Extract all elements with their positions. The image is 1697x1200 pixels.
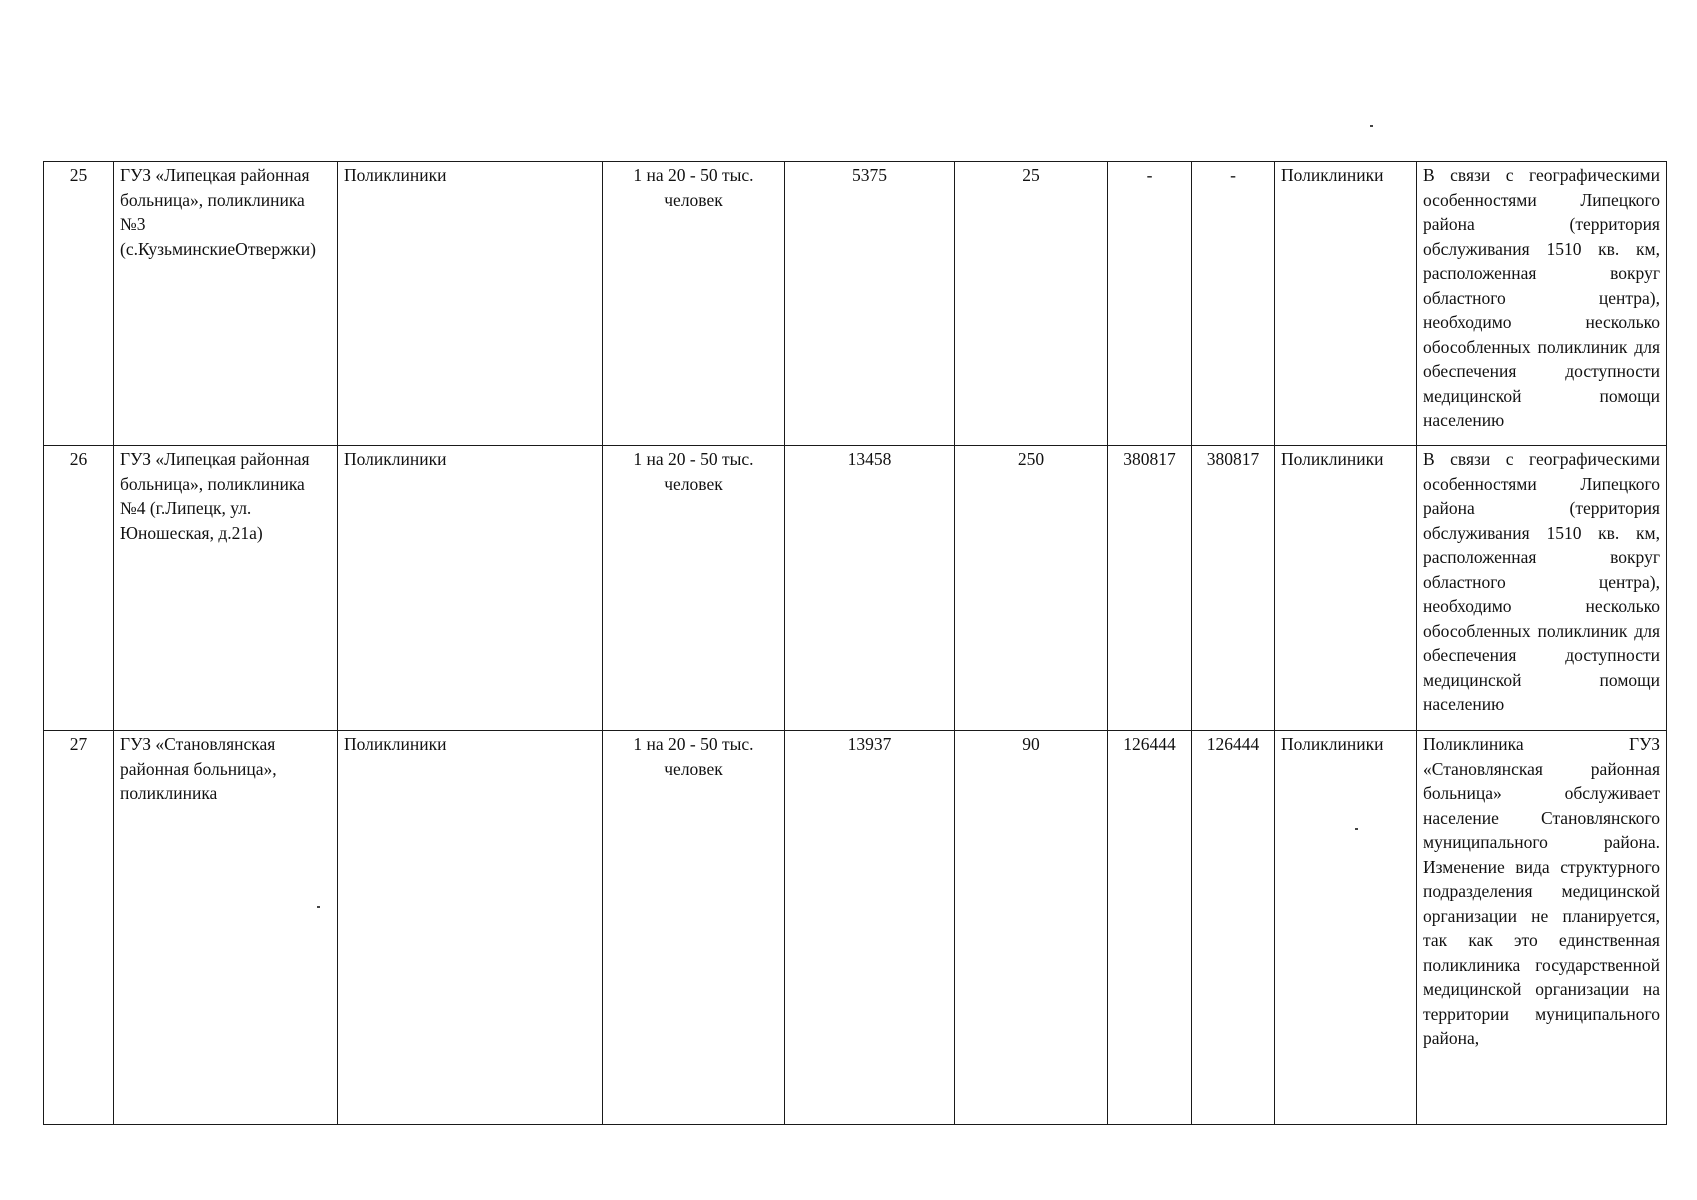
- norm-cell: 1 на 20 - 50 тыс. человек: [603, 446, 785, 731]
- row-number: 27: [44, 731, 114, 1125]
- table-row: [44, 162, 1667, 446]
- value-cell-1: 5375: [785, 162, 955, 446]
- value-cell-3: 380817: [1108, 446, 1192, 731]
- value-cell-2: 250: [955, 446, 1108, 731]
- facility-type-planned: Поликлиники: [1275, 162, 1417, 446]
- value-cell-4: -: [1192, 162, 1275, 446]
- row-number: 25: [44, 162, 114, 446]
- value-cell-1: 13458: [785, 446, 955, 731]
- table-row: [44, 446, 1667, 731]
- facility-type: Поликлиники: [338, 731, 603, 1125]
- row-number: 26: [44, 446, 114, 731]
- value-cell-4: 380817: [1192, 446, 1275, 731]
- norm-cell: 1 на 20 - 50 тыс. человек: [603, 731, 785, 1125]
- value-cell-2: 90: [955, 731, 1108, 1125]
- organization-name: ГУЗ «Становлянская районная больница», поликлиника: [114, 731, 338, 1125]
- value-cell-4: 126444: [1192, 731, 1275, 1125]
- norm-cell: 1 на 20 - 50 тыс. человек: [603, 162, 785, 446]
- facility-table: [43, 161, 1667, 1125]
- justification-note: Поликлиника ГУЗ «Становлянская районная больница» обслуживает население Становлянского муниципального района. Изменение вида структурного подразделения медицинской организации не планируется, так как это единственная поликлиника государственной медицинской организации на территории муниципального района,: [1417, 731, 1667, 1125]
- organization-name: ГУЗ «Липецкая районная больница», поликлиника №4 (г.Липецк, ул. Юношеская, д.21а): [114, 446, 338, 731]
- facility-type: Поликлиники: [338, 446, 603, 731]
- facility-type: Поликлиники: [338, 162, 603, 446]
- value-cell-1: 13937: [785, 731, 955, 1125]
- value-cell-3: -: [1108, 162, 1192, 446]
- facility-type-planned: Поликлиники: [1275, 731, 1417, 1125]
- value-cell-3: 126444: [1108, 731, 1192, 1125]
- table-row: [44, 731, 1667, 1125]
- value-cell-2: 25: [955, 162, 1108, 446]
- organization-name: ГУЗ «Липецкая районная больница», поликлиника №3 (с.КузьминскиеОтвержки): [114, 162, 338, 446]
- facility-type-planned: Поликлиники: [1275, 446, 1417, 731]
- scan-speck: [1370, 125, 1373, 127]
- justification-note: В связи с географическими особенностями Липецкого района (территория обслуживания 1510 кв. км, расположенная вокруг областного центра), необходимо несколько обособленных поликлиник для обеспечения доступности медицинской помощи населению: [1417, 446, 1667, 731]
- justification-note: В связи с географическими особенностями Липецкого района (территория обслуживания 1510 кв. км, расположенная вокруг областного центра), необходимо несколько обособленных поликлиник для обеспечения доступности медицинской помощи населению: [1417, 162, 1667, 446]
